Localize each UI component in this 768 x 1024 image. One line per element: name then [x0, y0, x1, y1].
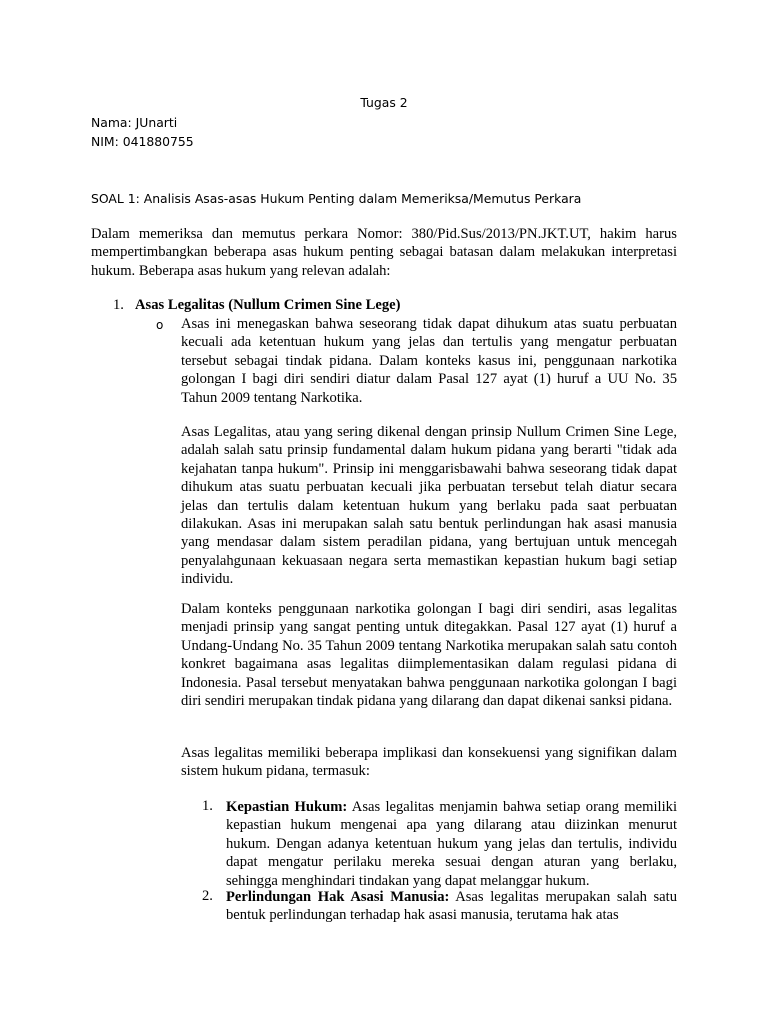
paragraph: Asas ini menegaskan bahwa seseorang tidak dapat dihukum atas suatu perbuatan kecuali ada ketentuan hukum yang jelas dan tertulis yang mengatur perbuatan tersebut sebagai tindak pidana. Dalam konteks kasus ini, penggunaan narkotika golongan I bagi diri sendiri diatur dalam Pasal 127 ayat (1) huruf a UU No. 35 Tahun 2009 tentang Narkotika.: [181, 316, 677, 406]
sublist-text: Asas legalitas merupakan salah satu bentuk perlindungan terhadap hak asasi manusia, terutama hak atas: [226, 889, 677, 924]
sublist-number: 1.: [202, 798, 213, 814]
paragraph: Asas Legalitas, atau yang sering dikenal dengan prinsip Nullum Crimen Sine Lege, adalah salah satu prinsip fundamental dalam hukum pidana yang berarti "tidak ada kejahatan tanpa hukum". Prinsip ini menggarisbawahi bahwa seseorang tidak dapat dihukum atas suatu perbuatan kecuali jika perbuatan tersebut telah diatur secara jelas dan tertulis dalam ketentuan hukum yang berlaku pada saat perbuatan dilakukan. Asas ini merupakan salah satu bentuk perlindungan hak asasi manusia yang mendasar dalam sistem peradilan pidana, yang bertujuan untuk mencegah penyalahgunaan kekuasaan negara serta memastikan kepastian hukum bagi setiap individu.: [181, 424, 677, 588]
student-name: Nama: JUnarti: [91, 115, 178, 130]
sublist-item: [226, 798, 677, 890]
student-nim: NIM: 041880755: [91, 134, 194, 149]
list-number: 1.: [113, 297, 124, 313]
paragraph: Asas legalitas memiliki beberapa implikasi dan konsekuensi yang signifikan dalam sistem hukum pidana, termasuk:: [181, 745, 677, 780]
sublist-term: Kepastian Hukum:: [226, 799, 348, 815]
question-heading: SOAL 1: Analisis Asas-asas Hukum Penting dalam Memeriksa/Memutus Perkara: [91, 191, 582, 206]
document-title: Tugas 2: [360, 95, 408, 110]
sublist-term: Perlindungan Hak Asasi Manusia:: [226, 889, 450, 905]
sublist-text: Asas legalitas menjamin bahwa setiap orang memiliki kepastian hukum mengenai apa yang dilarang atau diizinkan menurut hukum. Dengan adanya ketentuan hukum yang jelas dan tertulis, individu dapat mengatur perilaku mereka sesuai dengan aturan yang berlaku, sehingga menghindari tindakan yang dapat melanggar hukum.: [226, 799, 677, 889]
list-heading: Asas Legalitas (Nullum Crimen Sine Lege): [135, 297, 401, 313]
paragraph: Dalam konteks penggunaan narkotika golongan I bagi diri sendiri, asas legalitas menjadi prinsip yang sangat penting untuk ditegakkan. Pasal 127 ayat (1) huruf a Undang-Undang No. 35 Tahun 2009 tentang Narkotika merupakan salah satu contoh konkret bagaimana asas legalitas diimplementasikan dalam regulasi pidana di Indonesia. Pasal tersebut menyatakan bahwa penggunaan narkotika golongan I bagi diri sendiri merupakan tindak pidana yang dilarang dan dapat dikenai sanksi pidana.: [181, 601, 677, 710]
sublist-number: 2.: [202, 888, 213, 904]
intro-paragraph: Dalam memeriksa dan memutus perkara Nomor: 380/Pid.Sus/2013/PN.JKT.UT, hakim harus mempertimbangkan beberapa asas hukum penting sebagai batasan dalam melakukan interpretasi hukum. Beberapa asas hukum yang relevan adalah:: [91, 226, 677, 279]
bullet-marker: o: [156, 318, 164, 332]
sublist-item: [226, 888, 677, 925]
